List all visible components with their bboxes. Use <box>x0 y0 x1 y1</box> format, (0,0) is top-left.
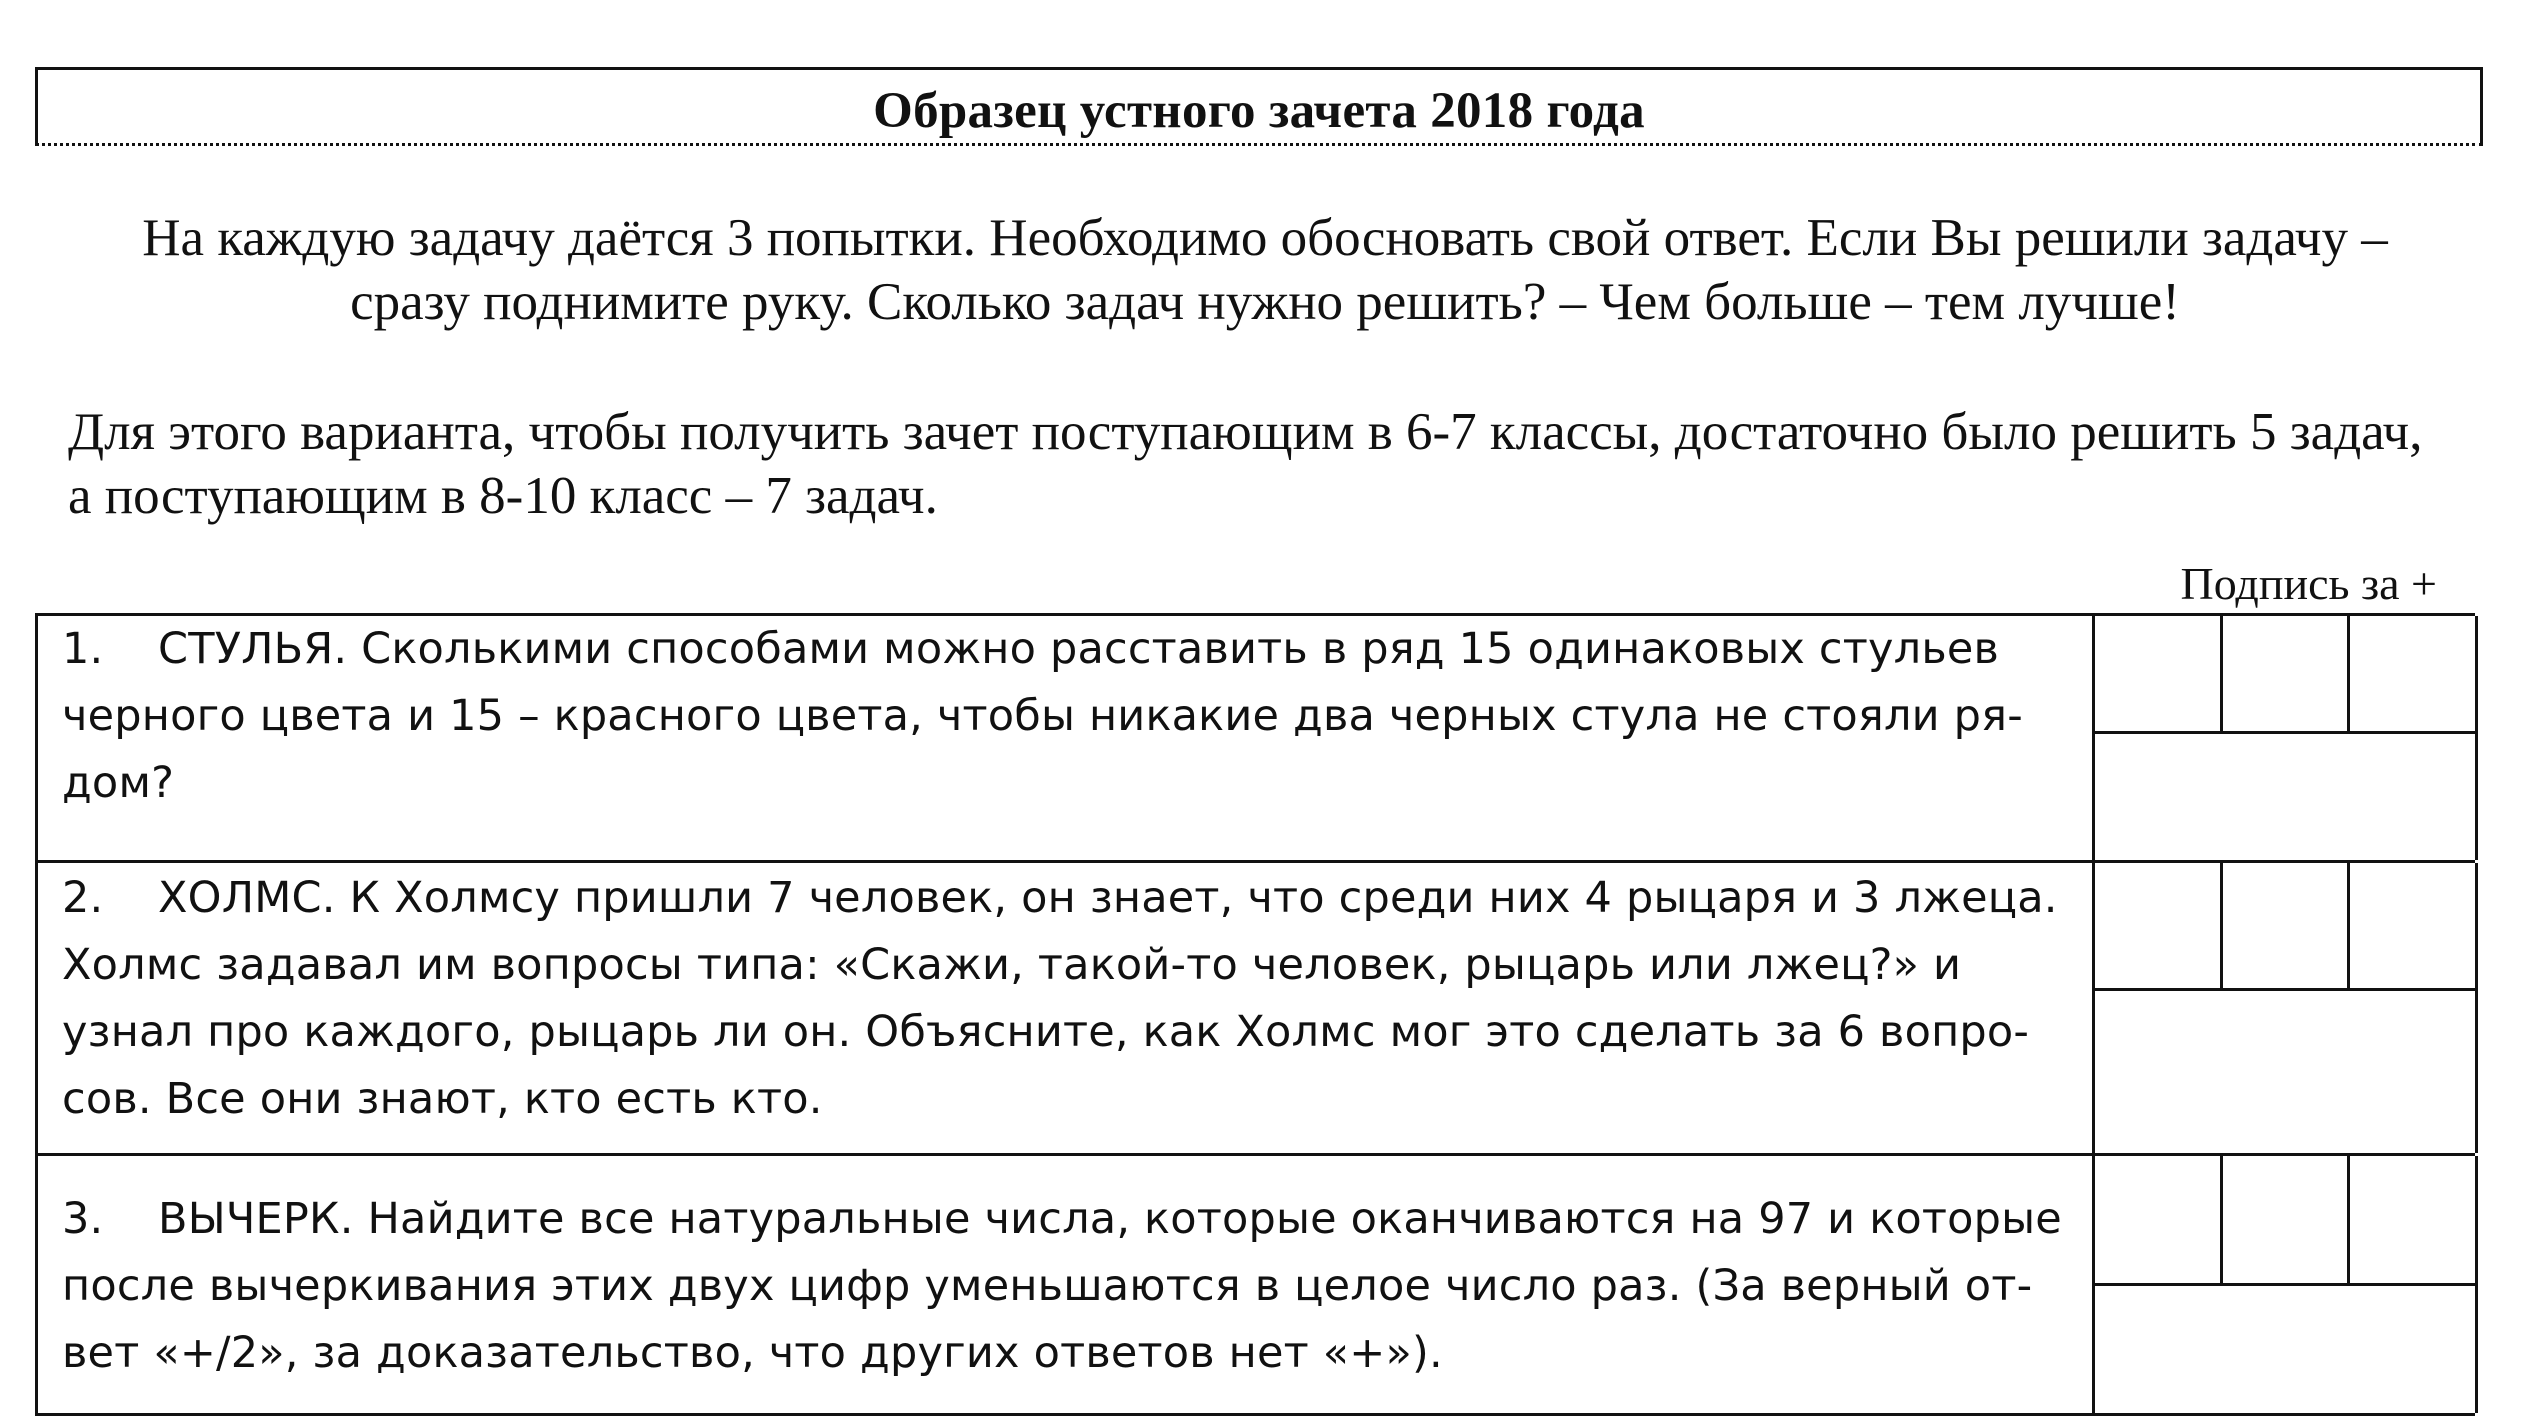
signature-grid <box>2092 863 2478 1153</box>
signature-cell <box>2095 863 2223 988</box>
signature-cell <box>2223 616 2351 731</box>
problem-line: после вычеркивания этих двух цифр уменьшаются в целое число раз. (За верный от- <box>62 1261 2033 1311</box>
problem-number: 3. <box>62 1194 104 1244</box>
intro-line: сразу поднимите руку. Сколько задач нужно решить? – Чем больше – тем лучше! <box>350 273 2180 331</box>
problem-line: дом? <box>62 758 175 808</box>
signature-cells <box>2095 616 2475 734</box>
signature-cell <box>2095 616 2223 731</box>
problem-line <box>62 1186 2092 1253</box>
title-box <box>35 67 2483 146</box>
problem-line: сов. Все они знают, кто есть кто. <box>62 1074 823 1124</box>
problem-row <box>35 863 2475 1156</box>
problem-line-text: ВЫЧЕРК. Найдите все натуральные числа, которые оканчиваются на 97 и которые <box>158 1194 2062 1244</box>
signature-cell <box>2223 1156 2351 1283</box>
intro-paragraph <box>60 206 2470 334</box>
problem-line: вет «+/2», за доказательство, что других ответов нет «+»). <box>62 1328 1443 1378</box>
intro-line: На каждую задачу даётся 3 попытки. Необходимо обосновать свой ответ. Если Вы решили задачу – <box>142 209 2388 267</box>
note-line: а поступающим в 8-10 класс – 7 задач. <box>68 467 938 525</box>
note-line: Для этого варианта, чтобы получить зачет поступающим в 6-7 классы, достаточно было решить 5 задач, <box>68 403 2423 461</box>
problem-line-text: СТУЛЬЯ. Сколькими способами можно расставить в ряд 15 одинаковых стульев <box>158 624 2000 674</box>
problems-table <box>35 613 2475 1416</box>
signature-label: Подпись за + <box>2180 558 2437 609</box>
problem-text <box>62 865 2092 1133</box>
signature-cell <box>2095 1156 2223 1283</box>
signature-grid <box>2092 616 2478 860</box>
problem-number: 1. <box>62 624 104 674</box>
problem-line: Холмс задавал им вопросы типа: «Скажи, такой-то человек, рыцарь или лжец?» и <box>62 940 1962 990</box>
problem-line <box>62 865 2092 932</box>
signature-cell <box>2223 863 2351 988</box>
problem-line-text: ХОЛМС. К Холмсу пришли 7 человек, он знает, что среди них 4 рыцаря и 3 лжеца. <box>158 873 2058 923</box>
problem-number: 2. <box>62 873 104 923</box>
pass-requirement-paragraph <box>68 400 2508 528</box>
signature-cell <box>2350 863 2475 988</box>
page-title: Образец устного зачета 2018 года <box>873 82 1645 139</box>
problem-row <box>35 1156 2475 1416</box>
signature-grid <box>2092 1156 2478 1413</box>
signature-cell <box>2350 616 2475 731</box>
problem-line <box>62 616 2092 683</box>
problem-line: узнал про каждого, рыцарь ли он. Объясните, как Холмс мог это сделать за 6 вопро- <box>62 1007 2030 1057</box>
problem-line: черного цвета и 15 – красного цвета, чтобы никакие два черных стула не стояли ря- <box>62 691 2023 741</box>
signature-cell <box>2350 1156 2475 1283</box>
problem-text <box>62 1186 2092 1387</box>
signature-cells <box>2095 863 2475 991</box>
problem-row <box>35 616 2475 863</box>
signature-cells <box>2095 1156 2475 1286</box>
problem-text <box>62 616 2092 817</box>
